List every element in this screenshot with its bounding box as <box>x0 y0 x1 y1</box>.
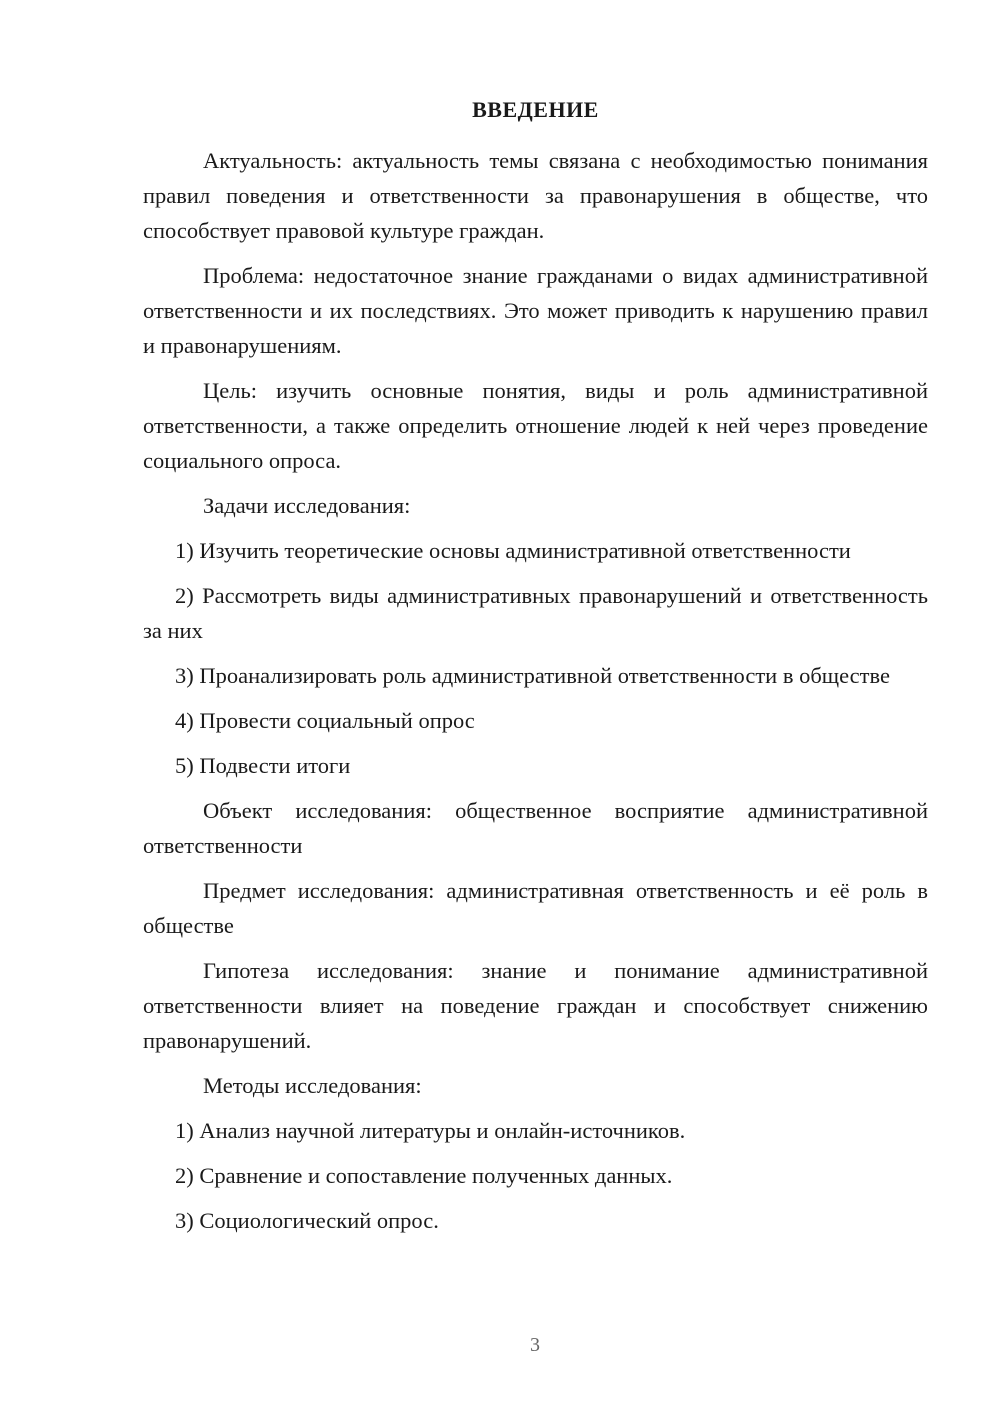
paragraph-goal: Цель: изучить основные понятия, виды и роль административной ответственности, а также определить отношение людей к ней через проведение социального опроса. <box>143 378 928 473</box>
section-title: ВВЕДЕНИЕ <box>472 97 599 122</box>
list-item-task-5: 5) Подвести итоги <box>175 753 351 778</box>
list-item-task-2: 2) Рассмотреть виды административных правонарушений и ответственность за них <box>143 583 928 643</box>
list-item-method-2: 2) Сравнение и сопоставление полученных данных. <box>175 1163 673 1188</box>
paragraph-object: Объект исследования: общественное восприятие административной ответственности <box>143 798 928 858</box>
list-item-task-3: 3) Проанализировать роль административной ответственности в обществе <box>175 663 890 688</box>
paragraph-problem: Проблема: недостаточное знание гражданами о видах административной ответственности и их последствиях. Это может приводить к нарушению правил и правонарушениям. <box>143 263 928 358</box>
list-item-method-1: 1) Анализ научной литературы и онлайн-источников. <box>175 1118 686 1143</box>
paragraph-tasks-heading: Задачи исследования: <box>203 493 411 518</box>
list-item-method-3: 3) Социологический опрос. <box>175 1208 439 1233</box>
paragraph-relevance: Актуальность: актуальность темы связана с необходимостью понимания правил поведения и ответственности за правонарушения в обществе, что способствует правовой культуре граждан. <box>143 148 928 243</box>
paragraph-hypothesis: Гипотеза исследования: знание и понимание административной ответственности влияет на поведение граждан и способствует снижению правонарушений. <box>143 958 928 1053</box>
page-number: 3 <box>530 1334 540 1356</box>
paragraph-methods-heading: Методы исследования: <box>203 1073 422 1098</box>
list-item-task-1: 1) Изучить теоретические основы административной ответственности <box>175 538 851 563</box>
document-page <box>143 95 928 1248</box>
paragraph-subject: Предмет исследования: административная ответственность и её роль в обществе <box>143 878 928 938</box>
list-item-task-4: 4) Провести социальный опрос <box>175 708 475 733</box>
